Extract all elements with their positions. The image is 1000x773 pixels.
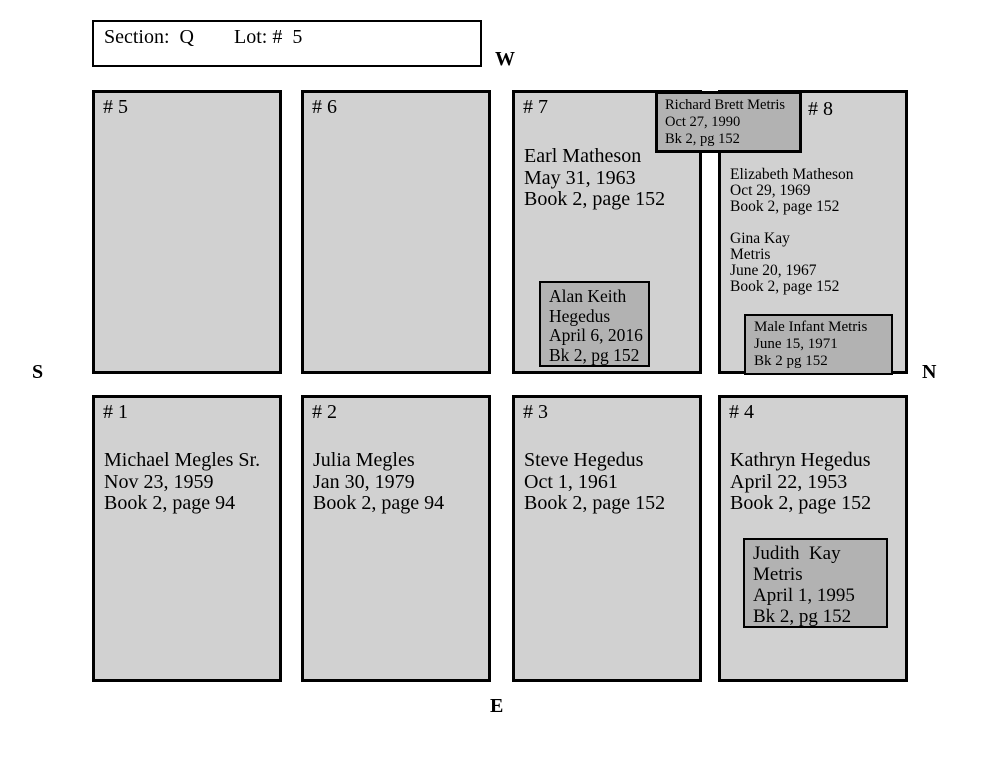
burial-book-ref: Book 2, page 152 bbox=[730, 198, 840, 215]
burial-name: Metris bbox=[753, 564, 803, 585]
burial-book-ref: Book 2, page 94 bbox=[313, 492, 445, 514]
plot-6-number: # 6 bbox=[312, 96, 337, 118]
plot-3-record bbox=[524, 450, 665, 515]
burial-date: Nov 23, 1959 bbox=[104, 470, 214, 493]
burial-name: Alan Keith bbox=[549, 286, 627, 306]
lot-label: Lot: # 5 bbox=[234, 26, 303, 48]
plot-4-marker-judith-kay-metris bbox=[743, 538, 888, 628]
burial-book-ref: Book 2, page 152 bbox=[730, 492, 872, 514]
marker-richard-brett-metris bbox=[655, 91, 802, 153]
burial-date: Oct 1, 1961 bbox=[524, 470, 618, 493]
burial-date: Oct 29, 1969 bbox=[730, 182, 811, 199]
plot-5-number: # 5 bbox=[103, 96, 128, 118]
burial-book-ref: Bk 2, pg 152 bbox=[753, 606, 852, 627]
plot-7-number: # 7 bbox=[523, 96, 548, 118]
plot-4 bbox=[718, 395, 908, 682]
plot-8-records bbox=[730, 167, 854, 295]
burial-date: Oct 27, 1990 bbox=[665, 114, 741, 130]
burial-book-ref: Book 2, page 152 bbox=[730, 278, 840, 295]
burial-book-ref: Bk 2 pg 152 bbox=[754, 353, 828, 369]
burial-date: Jan 30, 1979 bbox=[313, 470, 415, 493]
compass-north-label: N bbox=[922, 361, 937, 383]
compass-east-label: E bbox=[490, 695, 504, 717]
plot-8-marker-male-infant-metris bbox=[744, 314, 893, 375]
plot-3-number: # 3 bbox=[523, 401, 548, 423]
burial-book-ref: Book 2, page 152 bbox=[524, 492, 666, 514]
plot-7-marker-alan-hegedus bbox=[539, 281, 650, 367]
plot-5 bbox=[92, 90, 282, 374]
plot-6 bbox=[301, 90, 491, 374]
burial-book-ref: Book 2, page 94 bbox=[104, 492, 236, 514]
record-gap bbox=[730, 215, 854, 231]
plot-3 bbox=[512, 395, 702, 682]
burial-name: Hegedus bbox=[549, 305, 611, 326]
section-lot-header bbox=[92, 20, 482, 67]
compass-south-label: S bbox=[32, 361, 44, 383]
burial-name: Metris bbox=[730, 246, 771, 263]
burial-date: June 20, 1967 bbox=[730, 262, 817, 279]
section-label: Section: Q bbox=[104, 26, 194, 48]
burial-date: April 22, 1953 bbox=[730, 470, 848, 493]
burial-name: Earl Matheson bbox=[524, 145, 642, 167]
plot-7-record bbox=[524, 146, 665, 211]
plot-2 bbox=[301, 395, 491, 682]
compass-west-label: W bbox=[495, 48, 515, 70]
burial-name: Elizabeth Matheson bbox=[730, 166, 854, 183]
burial-date: June 15, 1971 bbox=[754, 336, 838, 352]
plot-4-record bbox=[730, 450, 871, 515]
plot-8-number: # 8 bbox=[808, 98, 833, 120]
burial-name: Julia Megles bbox=[313, 449, 415, 471]
burial-name: Richard Brett Metris bbox=[665, 97, 786, 113]
burial-date: April 1, 1995 bbox=[753, 585, 855, 606]
plot-4-number: # 4 bbox=[729, 401, 754, 423]
plot-1-number: # 1 bbox=[103, 401, 128, 423]
plot-1-record bbox=[104, 450, 260, 515]
burial-book-ref: Bk 2, pg 152 bbox=[665, 131, 740, 147]
burial-name: Kathryn Hegedus bbox=[730, 449, 871, 471]
plot-2-record bbox=[313, 450, 444, 515]
burial-name: Judith Kay bbox=[753, 543, 841, 564]
burial-name: Steve Hegedus bbox=[524, 449, 644, 471]
plot-2-number: # 2 bbox=[312, 401, 337, 423]
burial-book-ref: Book 2, page 152 bbox=[524, 188, 666, 210]
burial-date: April 6, 2016 bbox=[549, 325, 643, 345]
plot-1 bbox=[92, 395, 282, 682]
burial-name: Male Infant Metris bbox=[754, 319, 868, 335]
burial-name: Michael Megles Sr. bbox=[104, 449, 261, 471]
burial-book-ref: Bk 2, pg 152 bbox=[549, 344, 640, 365]
burial-date: May 31, 1963 bbox=[524, 166, 636, 189]
burial-name: Gina Kay bbox=[730, 230, 790, 247]
